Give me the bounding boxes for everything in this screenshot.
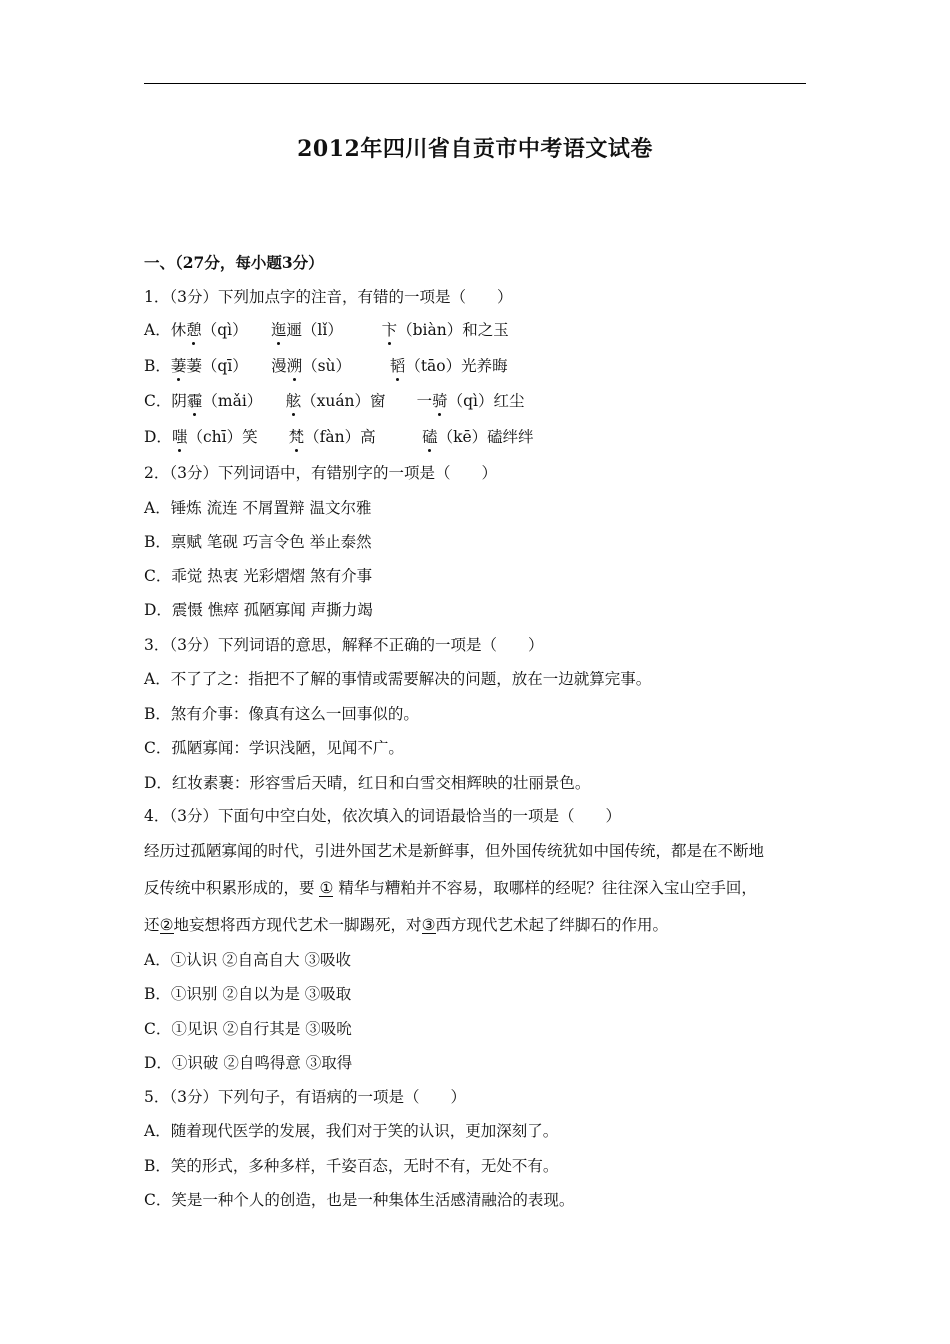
option-prefix: B． — [144, 357, 171, 375]
pinyin: （tāo）光养晦 — [405, 357, 508, 375]
q5-option-b[interactable]: B．笑的形式，多种多样，千姿百态，无时不有，无处不有。 — [144, 1157, 559, 1175]
spacer — [255, 392, 286, 410]
dotted-char: 憩 — [186, 321, 202, 339]
q4-passage-line-3 — [144, 915, 814, 935]
q2-option-c[interactable]: C．乖觉 热衷 光彩熠熠 煞有介事 — [144, 567, 373, 585]
q3-option-d[interactable]: D．红妆素裹：形容雪后天晴，红日和白雪交相辉映的壮丽景色。 — [144, 774, 591, 792]
spacer — [240, 321, 271, 339]
passage-text: 地妄想将西方现代艺术一脚踢死，对 — [173, 916, 422, 934]
blank-1: ① — [319, 879, 334, 897]
dotted-char: 溯 — [286, 357, 303, 375]
q5-option-a[interactable]: A．随着现代医学的发展，我们对于笑的认识，更加深刻了。 — [144, 1122, 559, 1140]
dotted-char: 卞 — [381, 321, 398, 339]
q1-option-b[interactable] — [144, 356, 814, 376]
spacer — [335, 321, 382, 339]
q1-option-c[interactable] — [144, 391, 814, 411]
q3-stem: 3．（3分）下列词语的意思，解释不正确的一项是（ ） — [144, 636, 544, 654]
option-prefix: D． — [144, 428, 172, 446]
q4-stem: 4．（3分）下面句中空白处，依次填入的词语最恰当的一项是（ ） — [144, 807, 621, 825]
spacer — [343, 357, 390, 375]
pinyin: 逦（lǐ） — [286, 321, 336, 339]
pinyin: 萋（qī） — [186, 357, 241, 375]
spacer — [376, 428, 423, 446]
option-prefix: C． — [144, 392, 172, 410]
dotted-char: 骑 — [432, 392, 448, 410]
spacer — [386, 392, 417, 410]
q1-option-d[interactable] — [144, 427, 814, 447]
pinyin: （qì）红尘 — [447, 392, 525, 410]
q5-option-c[interactable]: C．笑是一种个人的创造，也是一种集体生活感清融洽的表现。 — [144, 1191, 575, 1209]
header-rule — [144, 83, 806, 84]
q2-stem: 2．（3分）下列词语中，有错别字的一项是（ ） — [144, 464, 497, 482]
blank-2: ② — [159, 916, 174, 934]
dotted-char: 霾 — [186, 392, 203, 410]
dotted-char: 萋 — [170, 357, 187, 375]
option-prefix: A． — [144, 321, 171, 339]
spacer — [258, 428, 289, 446]
q2-option-b[interactable]: B．禀赋 笔砚 巧言令色 举止泰然 — [144, 533, 372, 551]
q4-option-b[interactable]: B．①识别 ②自以为是 ③吸取 — [144, 985, 352, 1003]
dotted-char: 韬 — [389, 357, 406, 375]
passage-text: 还 — [144, 916, 160, 934]
passage-text: 反传统中积累形成的，要 — [144, 879, 315, 897]
pinyin: （chī）笑 — [187, 428, 258, 446]
word: 一 — [416, 392, 433, 410]
q4-passage-line-2 — [144, 878, 814, 898]
passage-text: 精华与糟粕并不容易，取哪样的经呢？往往深入宝山空手回， — [338, 879, 757, 897]
q2-option-d[interactable]: D．震慑 憔瘁 孤陋寡闻 声撕力竭 — [144, 601, 373, 619]
q5-stem: 5．（3分）下列句子，有语病的一项是（ ） — [144, 1088, 466, 1106]
q3-option-c[interactable]: C．孤陋寡闻：学识浅陋，见闻不广。 — [144, 739, 404, 757]
dotted-char: 梵 — [288, 428, 305, 446]
q1-option-a[interactable] — [144, 320, 814, 340]
dotted-char: 磕 — [422, 428, 438, 446]
pinyin: （fàn）高 — [304, 428, 376, 446]
q4-passage-line-1: 经历过孤陋寡闻的时代，引进外国艺术是新鲜事，但外国传统犹如中国传统，都是在不断地 — [144, 842, 765, 860]
pinyin: （biàn）和之玉 — [397, 321, 509, 339]
pinyin: （qì） — [201, 321, 240, 339]
page-title: 2012年四川省自贡市中考语文试卷 — [297, 136, 653, 162]
dotted-char: 舷 — [285, 392, 302, 410]
pinyin: （kē）磕绊绊 — [437, 428, 534, 446]
pinyin: （sù） — [302, 357, 344, 375]
dotted-char: 迤 — [270, 321, 287, 339]
word: 阴 — [171, 392, 187, 410]
passage-text: 西方现代艺术起了绊脚石的作用。 — [435, 916, 669, 934]
q3-option-b[interactable]: B．煞有介事：像真有这么一回事似的。 — [144, 705, 419, 723]
q4-option-d[interactable]: D．①识破 ②自鸣得意 ③取得 — [144, 1054, 353, 1072]
pinyin: （mǎi） — [202, 392, 255, 410]
q4-option-c[interactable]: C．①见识 ②自行其是 ③吸吮 — [144, 1020, 352, 1038]
word: 休 — [170, 321, 187, 339]
pinyin: （xuán）窗 — [301, 392, 386, 410]
q4-option-a[interactable]: A．①认识 ②自高自大 ③吸收 — [144, 951, 352, 969]
q3-option-a[interactable]: A．不了了之：指把不了解的事情或需要解决的问题，放在一边就算完事。 — [144, 670, 652, 688]
blank-3: ③ — [421, 916, 436, 934]
q2-option-a[interactable]: A．锤炼 流连 不屑置辩 温文尔雅 — [144, 499, 372, 517]
spacer — [240, 357, 271, 375]
q1-stem: 1．（3分）下列加点字的注音，有错的一项是（ ） — [144, 288, 513, 306]
word: 漫 — [271, 357, 287, 375]
section-header: 一、（27分，每小题3分） — [144, 253, 324, 272]
dotted-char: 嗤 — [171, 428, 188, 446]
